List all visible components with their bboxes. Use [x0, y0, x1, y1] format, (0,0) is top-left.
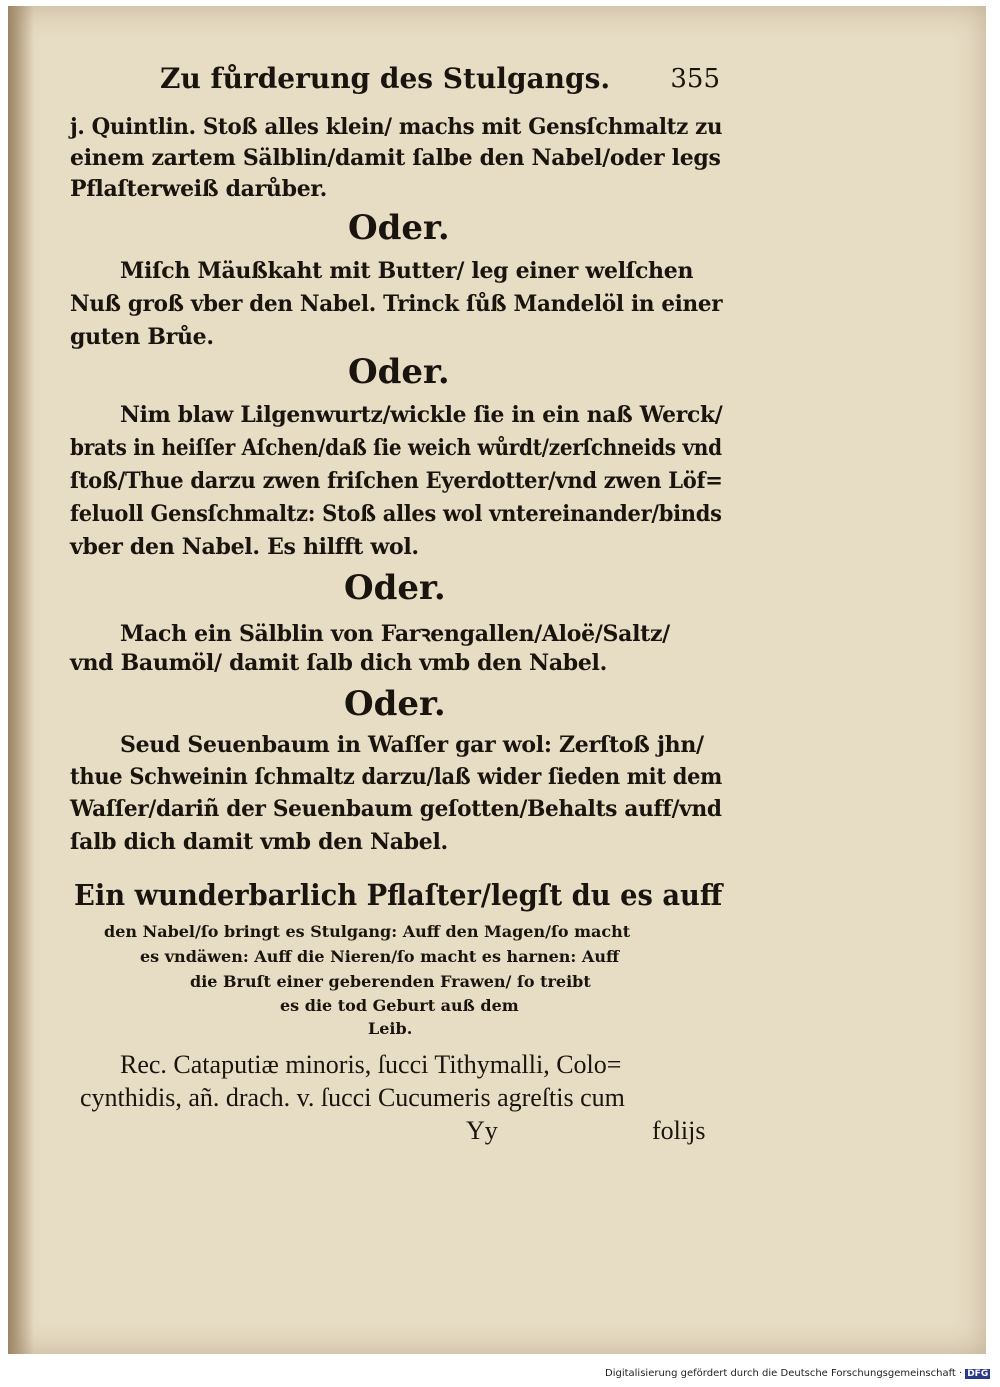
text-line: j. Quintlin. Stoß alles klein/ machs mit Gensſchmaltz zu [70, 114, 723, 140]
page-number: 355 [670, 64, 720, 94]
running-title: Zu fůrderung des Stulgangs. [160, 62, 611, 95]
text-line: brats in heiſſer Aſchen/daß ſie weich wůrdt/zerſchneids vnd [70, 435, 722, 461]
dfg-logo: DFG [967, 1369, 989, 1379]
text-line: Miſch Mäußkaht mit Butter/ leg einer welſchen [120, 258, 694, 284]
recipe-subtitle-line: es die tod Geburt auß dem [280, 996, 519, 1015]
text-line: Pflaſterweiß darůber. [70, 176, 328, 202]
recipe-subtitle-line: Leib. [368, 1019, 413, 1038]
catchword: folijs [652, 1116, 706, 1145]
section-heading-oder: Oder. [348, 208, 450, 248]
digitization-credit [605, 1368, 990, 1379]
text-line: vnd Baumöl/ damit ſalb dich vmb den Nabel. [70, 650, 607, 676]
recipe-subtitle-line: den Nabel/ſo bringt es Stulgang: Auff den Magen/ſo macht [104, 922, 631, 941]
text-line: Waſſer/dariñ der Seuenbaum geſotten/Behalts auff/vnd [70, 796, 722, 822]
text-line: vber den Nabel. Es hilfft wol. [70, 534, 419, 560]
credit-text: Digitalisierung gefördert durch die Deutsche Forschungsgemeinschaft · [605, 1368, 963, 1379]
latin-line: cynthidis, añ. drach. v. ſucci Cucumeris agreſtis cum [80, 1083, 625, 1112]
text-line: feluoll Gensſchmaltz: Stoß alles wol vntereinander/binds [70, 501, 722, 527]
section-heading-oder: Oder. [344, 684, 446, 724]
text-line: ſalb dich damit vmb den Nabel. [70, 829, 448, 855]
text-line: Nuß groß vber den Nabel. Trinck ſůß Mandelöl in einer [70, 291, 723, 317]
text-line: Mach ein Sälblin von Farꝛengallen/Aloë/Saltz/ [120, 621, 670, 647]
text-line: guten Brůe. [70, 324, 214, 350]
latin-line: Rec. Cataputiæ minoris, ſucci Tithymalli, Colo= [120, 1050, 622, 1079]
text-line: einem zartem Sälblin/damit ſalbe den Nabel/oder legs [70, 145, 721, 171]
binding-shadow [8, 6, 34, 1354]
signature-mark: Yy [466, 1116, 498, 1145]
text-line: thue Schweinin ſchmaltz darzu/laß wider ſieden mit dem [70, 764, 723, 790]
section-heading-oder: Oder. [344, 568, 446, 608]
text-line: Nim blaw Lilgenwurtz/wickle ſie in ein naß Werck/ [120, 402, 723, 428]
text-line: Seud Seuenbaum in Waſſer gar wol: Zerſtoß jhn/ [120, 732, 704, 758]
recipe-subtitle-line: es vndäwen: Auff die Nieren/ſo macht es harnen: Auff [140, 947, 620, 966]
recipe-title: Ein wunderbarlich Pflaſter/legſt du es auff [74, 878, 723, 912]
recipe-subtitle-line: die Bruſt einer geberenden Frawen/ ſo treibt [190, 972, 591, 991]
section-heading-oder: Oder. [348, 352, 450, 392]
text-line: ſtoß/Thue darzu zwen friſchen Eyerdotter/vnd zwen Löf= [70, 468, 723, 494]
book-page [8, 6, 986, 1354]
